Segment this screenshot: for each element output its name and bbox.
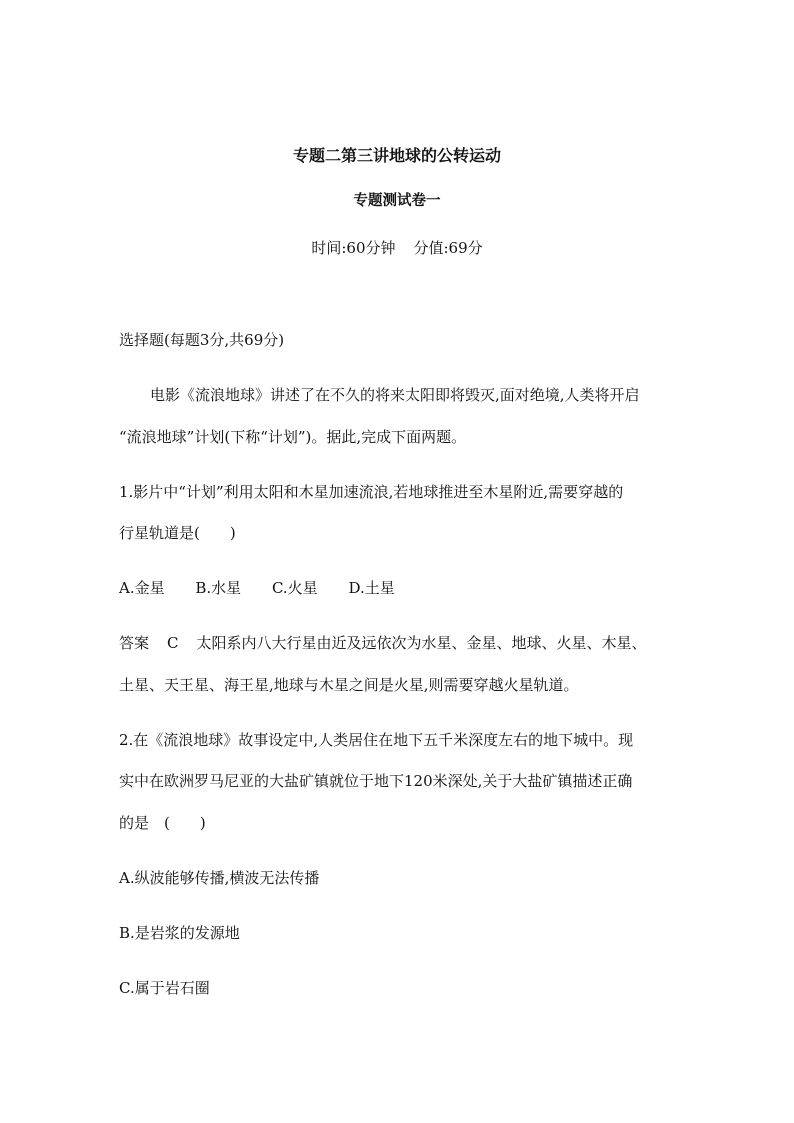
option-b: B.水星 (195, 579, 242, 597)
total-score: 分值:69分 (413, 239, 483, 257)
option-d: D.土星 (348, 579, 395, 597)
answer-explanation-2: 土星、天王星、海王星,地球与木星之间是火星,则需要穿越火星轨道。 (119, 676, 579, 694)
answer-explanation-1: 太阳系内八大行星由近及远依次为水星、金星、地球、火星、木星、 (196, 634, 647, 652)
question-2-option-c: C.属于岩石圈 (119, 979, 210, 997)
document-title: 专题二第三讲地球的公转运动 (292, 146, 501, 165)
answer-key: C (167, 634, 179, 652)
question-2-line-1: 2.在《流浪地球》故事设定中,人类居住在地下五千米深度左右的地下城中。现 (119, 731, 634, 749)
answer-line-1 (119, 632, 678, 654)
time-score-line (0, 237, 794, 259)
section-heading: 选择题(每题3分,共69分) (119, 331, 285, 349)
option-c: C.火星 (271, 579, 318, 597)
intro-paragraph-line-1: 电影《流浪地球》讲述了在不久的将来太阳即将毁灭,面对绝境,人类将开启 (150, 386, 640, 404)
question-2-option-a: A.纵波能够传播,横波无法传播 (119, 869, 320, 887)
document-subtitle: 专题测试卷一 (353, 192, 441, 209)
question-1-line-1: 1.影片中“计划”利用太阳和木星加速流浪,若地球推进至木星附近,需要穿越的 (119, 483, 624, 501)
intro-paragraph-line-2: “流浪地球”计划(下称“计划”)。据此,完成下面两题。 (119, 428, 467, 446)
question-2-option-b: B.是岩浆的发源地 (119, 924, 240, 942)
option-a: A.金星 (119, 579, 165, 597)
answer-label: 答案 (119, 634, 150, 652)
question-1-line-2: 行星轨道是( ) (119, 524, 236, 542)
question-2-line-3: 的是 ( ) (119, 814, 206, 832)
time-limit: 时间:60分钟 (311, 239, 396, 257)
question-2-line-2: 实中在欧洲罗马尼亚的大盐矿镇就位于地下120米深处,关于大盐矿镇描述正确 (119, 772, 633, 790)
question-1-options (119, 577, 678, 599)
